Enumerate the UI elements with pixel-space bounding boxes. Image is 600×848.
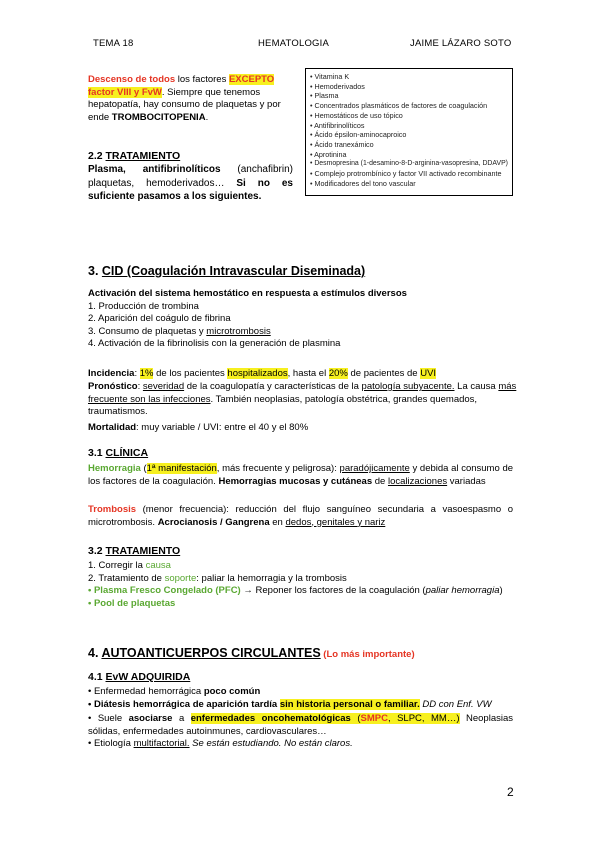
sec41-num: 4.1 xyxy=(88,671,106,683)
sec3-item-4: 4. Activación de la fibrinolisis con la generación de plasmina xyxy=(88,338,341,350)
pron-5: La causa xyxy=(454,381,499,392)
list-item: • Ácido tranexámico xyxy=(310,139,374,149)
sec3-item-1: 1. Producción de trombina xyxy=(88,300,199,312)
sec41-item-4 xyxy=(88,738,513,751)
sec41-list xyxy=(88,686,513,751)
hem-7: de xyxy=(372,475,388,487)
hem-5: y debida al consumo de los factores de la coagulación. xyxy=(88,463,514,487)
header-left: TEMA 18 xyxy=(93,38,134,49)
sec22-num: 2.2 xyxy=(88,150,106,162)
mort-label: Mortalidad xyxy=(88,422,137,433)
pron-7: . También neoplasias, patología obstétrica, grandes quemados, traumatismos. xyxy=(88,393,478,418)
sec32-l2a: 2. Tratamiento de xyxy=(88,572,165,584)
list-item: • Desmopresina (1-desamino-8-D-arginina-vasopresina, DDAVP) xyxy=(310,160,508,168)
sec31-num: 3.1 xyxy=(88,447,106,459)
tro-1: (menor frecuencia): reducción del flujo sanguíneo secundaria a vasoespasmo o microtrombosis. xyxy=(88,504,513,528)
inc-2: 1% xyxy=(139,368,154,379)
inc-1: : xyxy=(134,368,140,379)
intro-paragraph xyxy=(88,74,293,124)
sec32-item-2 xyxy=(88,573,518,586)
b2a: • Diátesis hemorrágica de aparición tardía xyxy=(88,698,280,710)
hem-6: Hemorragias mucosas y cutáneas xyxy=(218,475,373,487)
sec32-l1b: causa xyxy=(145,560,171,571)
list-item: • Modificadores del tono vascular xyxy=(310,178,416,188)
sec41-heading xyxy=(88,671,190,683)
hem-label: Hemorragia xyxy=(88,463,141,474)
b3h: Neoplasias sólidas, enfermedades autoinmunes, cardiovasculares… xyxy=(88,713,514,737)
pron-6: más frecuente son las infecciones xyxy=(88,381,517,405)
b1b: poco común xyxy=(203,686,261,697)
sec3-item-3b: microtrombosis xyxy=(206,325,271,337)
b3e: ( xyxy=(350,713,361,725)
inc-6: 20% xyxy=(328,368,348,379)
hem-9: variadas xyxy=(447,475,486,487)
treatment-list-box xyxy=(305,68,513,196)
sec3-item-3 xyxy=(88,326,528,339)
sec3-item-2: 2. Aparición del coágulo de fibrina xyxy=(88,313,231,325)
intro-t4: . Siempre que tenemos hepatopatía, hay consumo de plaquetas y por ende xyxy=(88,86,281,123)
sec32-l2c: : paliar la hemorragia y la trombosis xyxy=(196,572,347,584)
sec32-l3b: → Reponer los factores de la coagulación ( xyxy=(240,585,426,597)
sec41-item-2 xyxy=(88,699,513,712)
list-item: • Plasma xyxy=(310,91,339,101)
sec3-definition: Activación del sistema hemostático en respuesta a estímulos diversos xyxy=(88,288,407,299)
sec32-item-3 xyxy=(88,585,518,598)
sec32-l2b: soporte xyxy=(164,572,197,584)
sec32-l3c: paliar hemorragia xyxy=(425,585,500,597)
inc-3: de los pacientes xyxy=(153,368,228,379)
b4a: • Etiología xyxy=(88,738,134,750)
sec31-thrombosis xyxy=(88,504,513,529)
sec4-heading xyxy=(88,646,415,660)
sec41-item-3 xyxy=(88,713,513,738)
sec31-hemorrhage xyxy=(88,463,513,488)
sec4-title: AUTOANTICUERPOS CIRCULANTES xyxy=(101,646,321,660)
list-item: • Antifibrinolíticos xyxy=(310,120,365,130)
b4c: Se están estudiando. No están claros. xyxy=(189,738,353,750)
sec22-heading xyxy=(88,150,180,162)
sec3-title: CID (Coagulación Intravascular Diseminada) xyxy=(101,264,366,278)
hem-3: , más frecuente y peligrosa): xyxy=(216,463,340,474)
pron-2: severidad xyxy=(142,381,185,392)
pron-3: de la coagulopatía y características de la xyxy=(184,381,362,392)
list-item: • Vitamina K xyxy=(310,72,350,81)
sec32-l3a: • Plasma Fresco Congelado (PFC) xyxy=(88,585,241,597)
b2c: DD con Enf. VW xyxy=(419,698,492,710)
intro-red: Descenso de todos xyxy=(88,74,176,85)
b4b: multifactorial. xyxy=(133,738,190,750)
b3g: , SLPC, MM…) xyxy=(387,713,460,725)
list-item: • Hemoderivados xyxy=(310,81,365,91)
sec4-num: 4. xyxy=(88,646,102,660)
sec32-l1a: 1. Corregir la xyxy=(88,560,146,571)
b3f: SMPC xyxy=(360,713,388,725)
sec32-item-4: • Pool de plaquetas xyxy=(88,597,176,609)
b3b: asociarse xyxy=(128,713,173,725)
inc-8: UVI xyxy=(420,368,437,379)
sec32-title: TRATAMIENTO xyxy=(105,545,181,557)
b2b: sin historia personal o familiar. xyxy=(279,698,420,710)
b3c: a xyxy=(172,713,191,725)
list-item: • Ácido épsilon-aminocaproico xyxy=(310,130,407,140)
sec22-p3: Si no es suficiente pasamos a los siguientes. xyxy=(88,177,293,202)
sec32-l3d: ) xyxy=(499,585,503,597)
sec3-item-3a: 3. Consumo de plaquetas y xyxy=(88,325,207,337)
hem-2: 1ª manifestación xyxy=(146,463,217,474)
sec3-num: 3. xyxy=(88,264,102,278)
header-right: JAIME LÁZARO SOTO xyxy=(410,38,512,49)
sec22-title: TRATAMIENTO xyxy=(105,150,181,162)
sec22-paragraph xyxy=(88,163,293,204)
hem-1: ( xyxy=(140,463,147,474)
b3d: enfermedades oncohematológicas xyxy=(190,713,351,725)
intro-t6: . xyxy=(205,111,209,123)
mort-1: : muy variable / UVI: entre el 40 y el 80% xyxy=(136,422,309,433)
treatment-list xyxy=(306,69,512,188)
list-item: • Complejo protrombínico y factor VII activado recombinante xyxy=(310,169,502,179)
sec41-title: EvW ADQUIRIDA xyxy=(105,671,191,683)
list-item: • Concentrados plasmáticos de factores de coagulación xyxy=(310,101,488,111)
intro-except: EXCEPTO factor VIII y FvW xyxy=(88,74,275,98)
intro-t2: los factores xyxy=(175,74,229,85)
sec32-num: 3.2 xyxy=(88,545,106,557)
sec4-note: (Lo más importante) xyxy=(320,649,415,660)
inc-5: , hasta el xyxy=(287,368,329,379)
inc-7: de pacientes de xyxy=(347,368,421,379)
list-item: • Aprotinina xyxy=(310,149,347,159)
b1a: • Enfermedad hemorrágica xyxy=(88,686,204,697)
sec22-p2: (anchafibrin) plaquetas, hemoderivados… xyxy=(88,164,293,189)
sec22-p1: Plasma, antifibrinolíticos xyxy=(88,164,221,175)
sec41-item-1 xyxy=(88,686,513,699)
hem-8: localizaciones xyxy=(387,475,448,487)
pron-4: patología subyacente. xyxy=(361,381,455,392)
sec3-list xyxy=(88,288,528,351)
sec32-list xyxy=(88,560,518,610)
pron-1: : xyxy=(137,381,143,392)
tro-label: Trombosis xyxy=(88,504,137,515)
sec31-title: CLÍNICA xyxy=(105,447,149,459)
intro-thrombocytopenia: TROMBOCITOPENIA xyxy=(111,111,206,123)
inc-label: Incidencia xyxy=(88,368,135,379)
tro-3: en xyxy=(269,516,286,528)
tro-4: dedos, genitales y nariz xyxy=(285,516,386,528)
sec3-incidence xyxy=(88,368,518,381)
header-center: HEMATOLOGIA xyxy=(258,38,330,49)
hem-4: paradójicamente xyxy=(339,463,410,474)
sec3-prognosis xyxy=(88,381,520,419)
pron-label: Pronóstico xyxy=(88,381,138,392)
inc-4: hospitalizados xyxy=(227,368,288,379)
list-item: • Hemostáticos de uso tópico xyxy=(310,110,403,120)
page-number: 2 xyxy=(507,785,514,799)
tro-2: Acrocianosis / Gangrena xyxy=(157,516,270,528)
sec31-heading xyxy=(88,447,148,459)
sec3-heading xyxy=(88,264,365,278)
sec32-heading xyxy=(88,545,180,557)
b3a: • Suele xyxy=(88,713,129,725)
sec3-mortality xyxy=(88,422,518,435)
sec32-item-1 xyxy=(88,560,518,573)
